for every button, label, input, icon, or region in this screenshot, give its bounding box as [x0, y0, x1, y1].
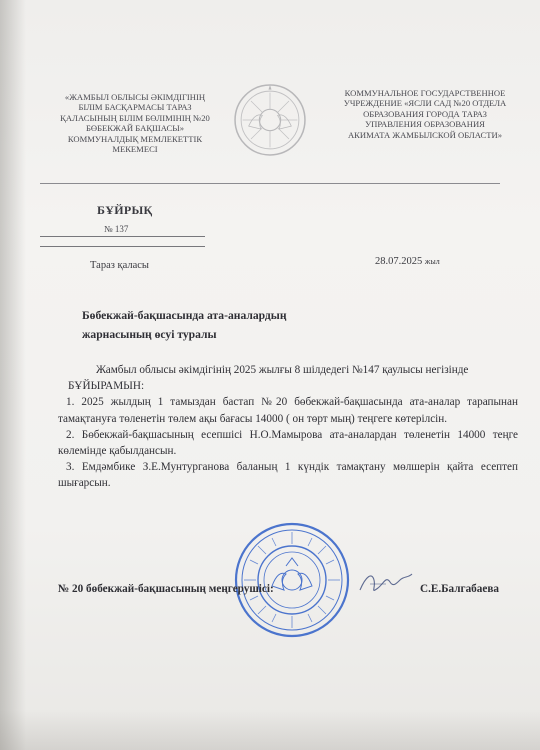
- issue-city: Тараз қаласы: [90, 260, 149, 271]
- subject-line: Бөбекжай-бақшасында ата-аналардың: [82, 309, 287, 322]
- header-right-line: УПРАВЛЕНИЯ ОБРАЗОВАНИЯ: [365, 119, 485, 130]
- order-item: 2. Бөбекжай-бақшасының есепшісі Н.О.Мамырова ата-аналардан төленетін 14000 теңге көлемінде қабылдансын.: [58, 428, 518, 458]
- handwritten-signature-icon: [356, 566, 416, 600]
- header-right-line: КОММУНАЛЬНОЕ ГОСУДАРСТВЕННОЕ: [344, 88, 506, 98]
- header-right-line: ОБРАЗОВАНИЯ ГОРОДА ТАРАЗ: [363, 108, 487, 119]
- header-left-line: «ЖАМБЫЛ ОБЛЫСЫ ӘКІМДІГІНІҢ: [64, 92, 206, 102]
- signatory-name: С.Е.Балгабаева: [420, 583, 499, 595]
- issue-date: [375, 256, 440, 267]
- header-divider: [40, 183, 500, 184]
- header-right-line: АКИМАТА ЖАМБЫЛСКОЙ ОБЛАСТИ»: [347, 129, 503, 140]
- page-shadow-left: [0, 0, 26, 750]
- order-number: № 137: [104, 224, 129, 234]
- order-item: 1. 2025 жылдың 1 тамыздан бастап №20 бөбекжай-бақшасында ата-аналар тарапынан тамақтануға төленетін төлем ақы бағасы 14000 ( он төрт мың) теңгеге көтерілсін.: [58, 396, 518, 425]
- state-emblem-icon: [232, 82, 308, 158]
- number-underline-2: [40, 246, 205, 247]
- header-left-line: БІЛІМ БАСҚАРМАСЫ ТАРАЗ: [78, 102, 192, 113]
- subject-line: жарнасының өсуі туралы: [82, 328, 217, 341]
- header-right-line: УЧРЕЖДЕНИЕ «ЯСЛИ САД №20 ОТДЕЛА: [343, 98, 507, 109]
- order-subject: [82, 306, 382, 344]
- header-kazakh-institution: [40, 92, 230, 154]
- header-left-line: ҚАЛАСЫНЫҢ БІЛІМ БӨЛІМІНІҢ №20: [60, 112, 210, 123]
- header-left-line: БӨБЕКЖАЙ БАҚШАСЫ»: [85, 123, 185, 134]
- order-body: [58, 362, 518, 492]
- order-label: БҰЙЫРАМЫН:: [68, 380, 145, 393]
- header-left-line: МЕКЕМЕСІ: [112, 144, 158, 155]
- header-russian-institution: [322, 88, 528, 140]
- order-item: 3. Емдәмбике З.Е.Мунтурганова баланың 1 күндік тамақтану мөлшерін қайта есептеп шығарсын.: [58, 461, 518, 490]
- document-type-title: БҰЙРЫҚ: [97, 203, 153, 217]
- header-left-line: КОММУНАЛДЫҚ МЕМЛЕКЕТТІК: [67, 133, 203, 144]
- issue-date-suffix: жыл: [424, 257, 440, 266]
- signatory-position: № 20 бөбекжай-бақшасының меңгерушісі:: [58, 583, 274, 595]
- number-underline: [40, 236, 205, 237]
- official-stamp-icon: [232, 520, 352, 640]
- page-shadow-bottom: [0, 710, 540, 750]
- basis-paragraph: Жамбыл облысы әкімдігінің 2025 жылғы 8 шілдедегі №147 қаулысы негізінде: [96, 364, 469, 376]
- issue-date-value: 28.07.2025: [375, 256, 423, 267]
